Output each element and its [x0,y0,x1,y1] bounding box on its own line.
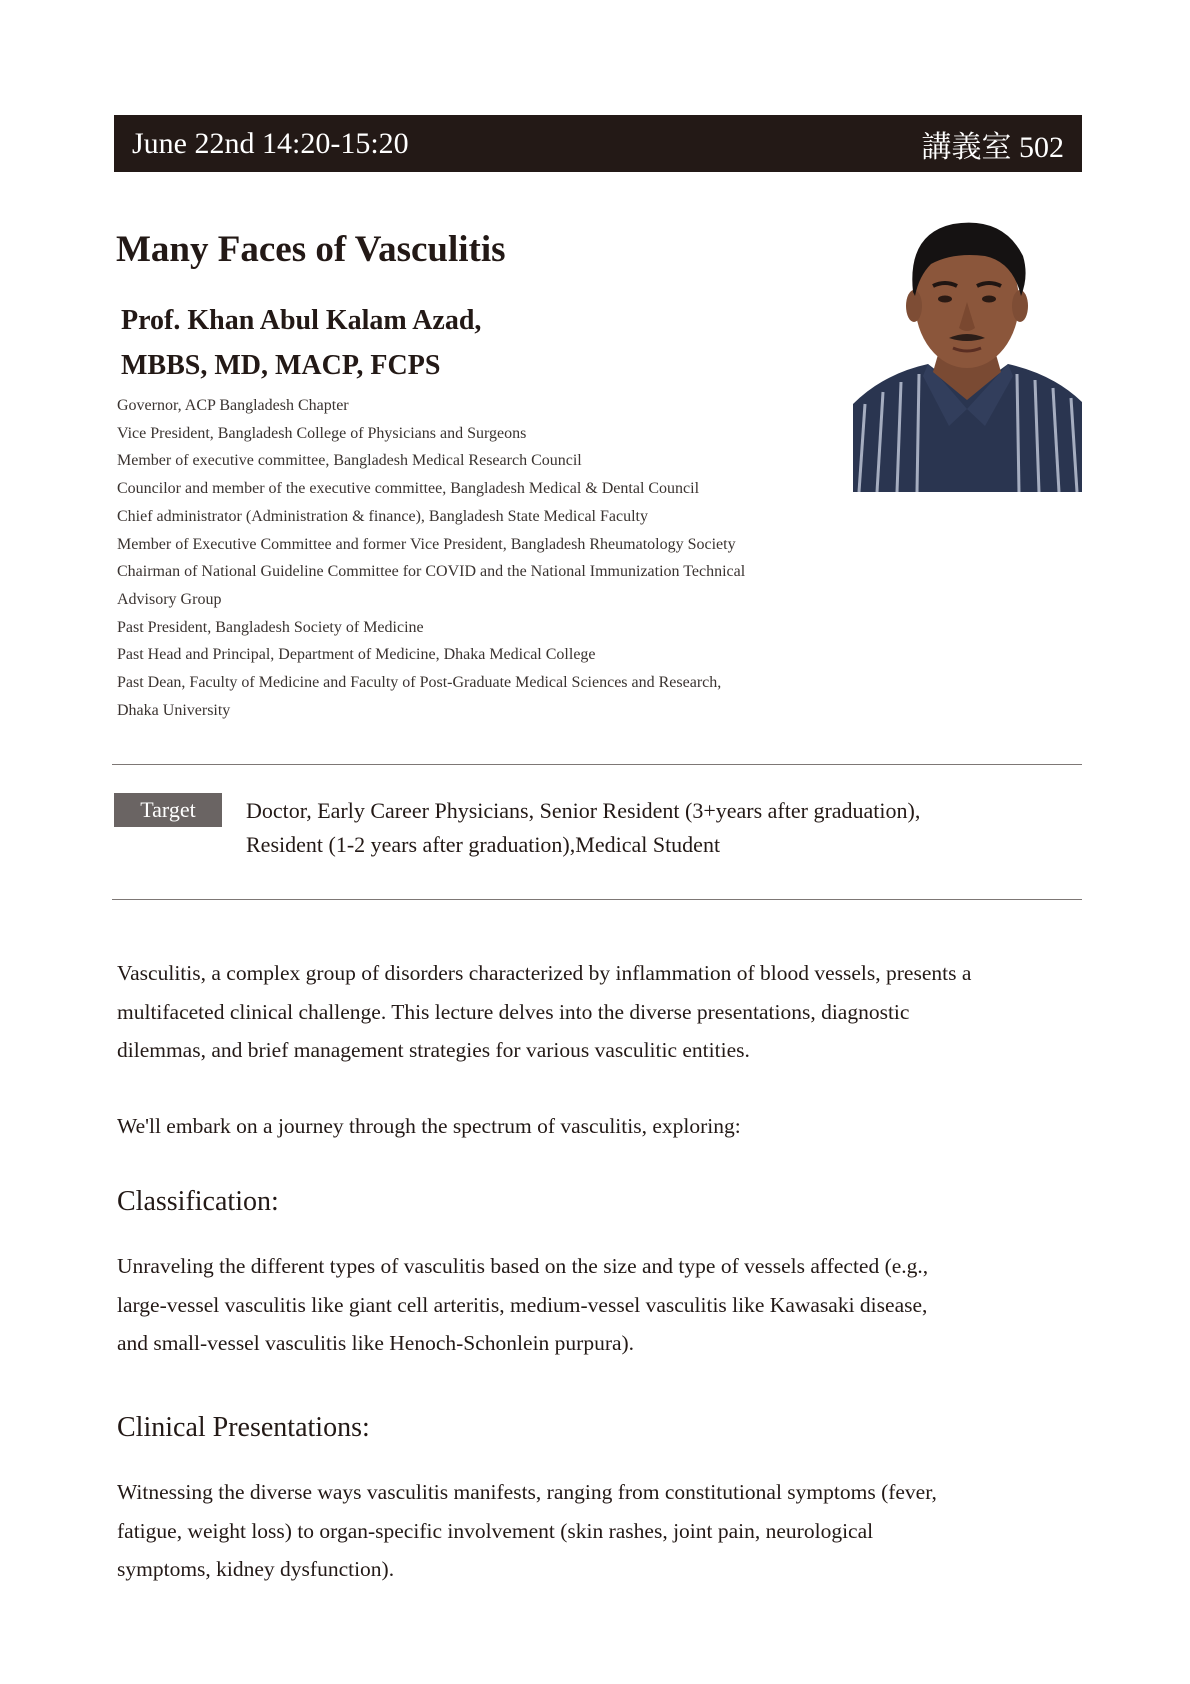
classification-paragraph [117,1247,1092,1363]
paragraph-line: fatigue, weight loss) to organ-specific involvement (skin rashes, joint pain, neurological [117,1518,874,1543]
affiliation-line: Vice President, Bangladesh College of Physicians and Surgeons [117,424,527,442]
target-line: Doctor, Early Career Physicians, Senior Resident (3+years after graduation), [246,798,921,823]
affiliation-line: Chief administrator (Administration & finance), Bangladesh State Medical Faculty [117,507,648,525]
divider-bottom [112,899,1082,900]
paragraph-line: We'll embark on a journey through the spectrum of vasculitis, exploring: [117,1114,741,1138]
affiliation-line: Past Head and Principal, Department of Medicine, Dhaka Medical College [117,646,596,664]
lecture-title: Many Faces of Vasculitis [116,229,506,270]
paragraph-line: and small-vessel vasculitis like Henoch-Schonlein purpura). [117,1331,635,1355]
affiliation-line: Councilor and member of the executive committee, Bangladesh Medical & Dental Council [117,480,700,498]
section-heading-classification: Classification: [117,1186,279,1217]
affiliation-line: Chairman of National Guideline Committee for COVID and the National Immunization Technical [117,563,746,581]
speaker-credentials: MBBS, MD, MACP, FCPS [121,350,441,381]
paragraph-line: Vasculitis, a complex group of disorders characterized by inflammation of blood vessels, presents a [117,961,972,985]
paragraph-line: symptoms, kidney dysfunction). [117,1557,395,1581]
intro-paragraph [117,954,1092,1070]
paragraph-line: dilemmas, and brief management strategies for various vasculitic entities. [117,1038,750,1062]
speaker-name-line-1: Prof. Khan Abul Kalam Azad, [121,305,482,336]
speaker-affiliations [117,392,817,724]
affiliation-line: Dhaka University [117,701,231,719]
affiliation-line: Member of executive committee, Bangladesh Medical Research Council [117,452,582,470]
session-header-bar [114,115,1082,172]
affiliation-line: Past President, Bangladesh Society of Medicine [117,618,424,636]
affiliation-line: Governor, ACP Bangladesh Chapter [117,397,349,414]
clinical-presentations-paragraph [117,1473,1092,1589]
affiliation-line: Past Dean, Faculty of Medicine and Faculty of Post-Graduate Medical Sciences and Research, [117,674,722,692]
journey-paragraph [117,1107,1092,1146]
paragraph-line: multifaceted clinical challenge. This lecture delves into the diverse presentations, diagnostic [117,999,910,1024]
target-line: Resident (1-2 years after graduation),Medical Student [246,832,721,857]
target-badge: Target [114,793,222,827]
divider-top [112,764,1082,765]
speaker-photo [853,204,1082,492]
paragraph-line: Unraveling the different types of vasculitis based on the size and type of vessels affected (e.g., [117,1254,929,1278]
paragraph-line: Witnessing the diverse ways vasculitis manifests, ranging from constitutional symptoms (fever, [117,1480,937,1504]
session-room: 講義室 502 [921,130,1064,164]
session-datetime: June 22nd 14:20-15:20 [132,126,409,160]
affiliation-line: Member of Executive Committee and former Vice President, Bangladesh Rheumatology Society [117,535,736,553]
speaker-name [121,298,481,388]
paragraph-line: large-vessel vasculitis like giant cell arteritis, medium-vessel vasculitis like Kawasaki disease, [117,1292,928,1317]
affiliation-line: Advisory Group [117,590,222,608]
target-audience [246,794,1076,862]
section-heading-clinical-presentations: Clinical Presentations: [117,1412,370,1443]
